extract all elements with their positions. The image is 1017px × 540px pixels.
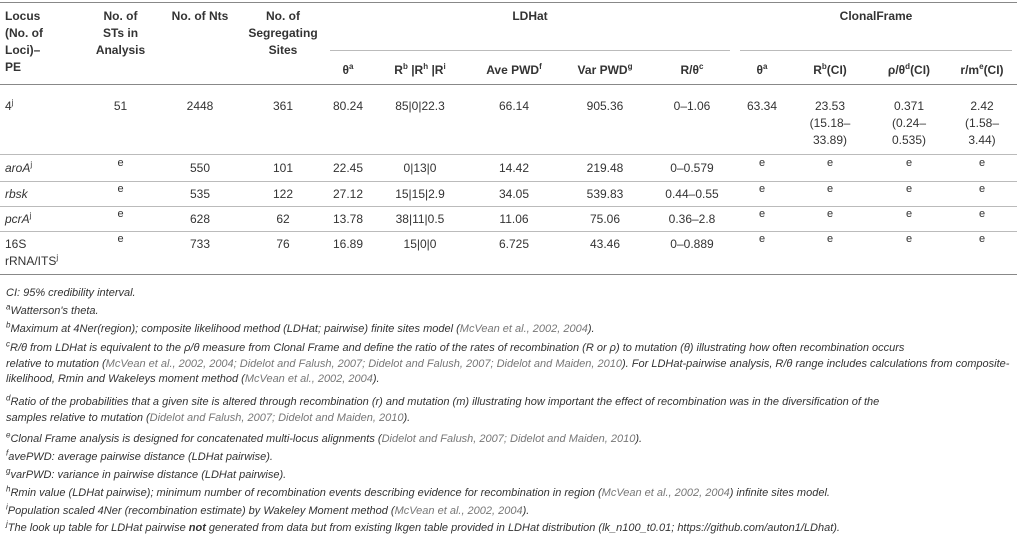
header-locus: Locus (No. of Loci)– PE bbox=[5, 9, 43, 74]
row3-ave: 34.05 bbox=[498, 187, 530, 201]
footnote-a: $^a$Watterson's theta. bbox=[6, 302, 99, 317]
row3-nts: 535 bbox=[189, 187, 211, 201]
footnote-h: $^h$Rmin value (LDHat pairwise); minimum number of recombination events describing evidence for recombination in region (McVean et al., 2002, 2004) infinite sites model. bbox=[6, 484, 830, 499]
header-r-theta: $R/\theta^c$ bbox=[680, 62, 704, 77]
table-bottom-rule bbox=[0, 274, 1017, 275]
header-ld-r: $R^b$ $|R^h$ $|R^i$ bbox=[394, 62, 446, 77]
footnote-c: $^c$R/θ from LDHat is equivalent to the ρ/θ measure from Clonal Frame and define the ratio of the rates of recombination (R or ρ) to mutation (θ) illustrating how often recombination occurs relative to mutation (McVean et al., 2002, 2004; Didelot and Falush, 2007; Didelot and Falush, 2007; Didelot and Maiden, 2010). For LDHat-pairwise analysis, R/θ range includes calculations from composite- likelihood, Rmin and Wakeleys moment method (McVean et al., 2002, 2004). bbox=[6, 339, 1010, 385]
row2-theta: 22.45 bbox=[332, 161, 364, 175]
row1-var: 905.36 bbox=[586, 99, 624, 113]
row2-var: 219.48 bbox=[586, 161, 624, 175]
footnote-b: $^b$Maximum at 4Ner(region); composite likelihood method (LDHat; pairwise) finite sites model (McVean et al., 2002, 2004). bbox=[6, 320, 595, 335]
row3-cf-rho: e bbox=[905, 183, 913, 195]
row3-locus: rbsk bbox=[5, 187, 28, 201]
row1-cf-r: 23.53 (15.18– 33.89) bbox=[809, 99, 851, 147]
clonalframe-underline bbox=[740, 50, 1012, 51]
row4-rt: 0.36–2.8 bbox=[668, 212, 716, 226]
header-clonalframe: ClonalFrame bbox=[839, 9, 913, 23]
row4-r: 38|11|0.5 bbox=[395, 212, 445, 226]
row3-rt: 0.44–0.55 bbox=[665, 187, 719, 201]
header-cf-r: $R^b(CI)$ bbox=[813, 62, 847, 77]
footnote-j: $^j$The look up table for LDHat pairwise not generated from data but from existing lkgen table provided in LDHat distribution (lk_n100_t0.01; https://github.com/auton1/LDhat). bbox=[6, 519, 840, 534]
row5-nts: 733 bbox=[189, 237, 211, 251]
row5-seg: 76 bbox=[276, 237, 290, 251]
footnote-e: $^e$Clonal Frame analysis is designed for concatenated multi-locus alignments (Didelot and Falush, 2007; Didelot and Maiden, 2010). bbox=[6, 430, 643, 445]
footnote-b-ref[interactable]: McVean et al., 2002, 2004 bbox=[459, 323, 588, 335]
ldhat-underline bbox=[330, 50, 730, 51]
row2-cf-r: e bbox=[826, 157, 834, 169]
footnote-i-ref[interactable]: McVean et al., 2002, 2004 bbox=[394, 505, 523, 517]
row3-cf-rm: e bbox=[978, 183, 986, 195]
row4-theta: 13.78 bbox=[332, 212, 364, 226]
row2-cf-rho: e bbox=[905, 157, 913, 169]
row4-var: 75.06 bbox=[589, 212, 621, 226]
footnote-c-ref[interactable]: McVean et al., 2002, 2004; Didelot and Falush, 2007; Didelot and Falush, 2007; Didelot and Maiden, 2010 bbox=[105, 357, 622, 370]
row5-cf-rho: e bbox=[905, 233, 913, 245]
row5-theta: 16.89 bbox=[332, 237, 364, 251]
header-cf-rm: $r/m^e(CI)$ bbox=[960, 62, 1004, 77]
row3-cf-theta: e bbox=[758, 183, 766, 195]
row1-nts: 2448 bbox=[186, 99, 214, 113]
row5-sts: e bbox=[117, 233, 124, 245]
header-seg: No. of Segregating Sites bbox=[248, 9, 318, 57]
row2-ave: 14.42 bbox=[498, 161, 530, 175]
row1-cf-rm: 2.42 (1.58– 3.44) bbox=[964, 99, 1000, 147]
row5-locus: 16S rRNA/ITS$^j$ bbox=[5, 237, 59, 268]
header-bottom-rule bbox=[0, 84, 1017, 85]
header-ld-theta: $\theta^a$ bbox=[342, 62, 354, 77]
top-rule bbox=[0, 2, 1017, 3]
row2-sts: e bbox=[117, 157, 124, 169]
row1-ave: 66.14 bbox=[498, 99, 530, 113]
row4-nts: 628 bbox=[189, 212, 211, 226]
footnote-g: $^g$varPWD: variance in pairwise distance (LDHat pairwise). bbox=[6, 466, 287, 481]
row4-cf-rho: e bbox=[905, 208, 913, 220]
row1-theta: 80.24 bbox=[332, 99, 364, 113]
row3-theta: 27.12 bbox=[332, 187, 364, 201]
row2-r: 0|13|0 bbox=[403, 161, 437, 175]
header-cf-theta: $\theta^a$ bbox=[756, 62, 768, 77]
row3-var: 539.83 bbox=[586, 187, 624, 201]
row2-cf-rm: e bbox=[978, 157, 986, 169]
header-sts: No. of STs in Analysis bbox=[95, 9, 146, 57]
row1-seg: 361 bbox=[272, 99, 294, 113]
footnote-d-ref[interactable]: Didelot and Falush, 2007; Didelot and Maiden, 2010 bbox=[149, 411, 404, 424]
row5-var: 43.46 bbox=[589, 237, 621, 251]
header-ave-pwd: Ave PWD$^f$ bbox=[486, 62, 542, 77]
row2-cf-theta: e bbox=[758, 157, 766, 169]
row5-cf-r: e bbox=[826, 233, 834, 245]
row4-seg: 62 bbox=[276, 212, 290, 226]
row1-rt: 0–1.06 bbox=[673, 99, 711, 113]
header-ldhat: LDHat bbox=[512, 9, 548, 23]
row1-cf-theta: 63.34 bbox=[746, 99, 778, 113]
row4-locus: pcrA$^j$ bbox=[5, 211, 32, 226]
row4-cf-rm: e bbox=[978, 208, 986, 220]
row4-ave: 11.06 bbox=[499, 212, 529, 226]
row5-r: 15|0|0 bbox=[403, 237, 437, 251]
row5-rt: 0–0.889 bbox=[670, 237, 714, 251]
row2-rt: 0–0.579 bbox=[670, 161, 714, 175]
row3-sts: e bbox=[117, 183, 124, 195]
row4-sts: e bbox=[117, 208, 124, 220]
header-var-pwd: Var PWD$^g$ bbox=[577, 62, 633, 77]
footnote-e-ref[interactable]: Didelot and Falush, 2007; Didelot and Maiden, 2010 bbox=[381, 433, 636, 445]
row5-ave: 6.725 bbox=[498, 237, 530, 251]
row3-r: 15|15|2.9 bbox=[395, 187, 445, 201]
row3-cf-r: e bbox=[826, 183, 834, 195]
row5-cf-rm: e bbox=[978, 233, 986, 245]
row5-cf-theta: e bbox=[758, 233, 766, 245]
row1-locus: 4$^j$ bbox=[5, 98, 14, 113]
row3-seg: 122 bbox=[272, 187, 294, 201]
footnote-h-ref[interactable]: McVean et al., 2002, 2004 bbox=[601, 487, 730, 499]
header-cf-rho: $\rho/\theta^d(CI)$ bbox=[887, 62, 931, 77]
row2-locus: aroA$^j$ bbox=[5, 160, 33, 175]
footnote-f: $^f$avePWD: average pairwise distance (LDHat pairwise). bbox=[6, 448, 273, 463]
row2-seg: 101 bbox=[272, 161, 294, 175]
row1-sts: 51 bbox=[113, 99, 128, 113]
footnote-c-ref2[interactable]: McVean et al., 2002, 2004 bbox=[244, 373, 373, 385]
header-nts: No. of Nts bbox=[171, 9, 229, 23]
row1-r: 85|0|22.3 bbox=[395, 99, 445, 113]
row4-cf-r: e bbox=[826, 208, 834, 220]
footnote-ci: CI: 95% credibility interval. bbox=[6, 287, 136, 299]
row2-nts: 550 bbox=[189, 161, 211, 175]
row1-cf-rho: 0.371 (0.24– 0.535) bbox=[891, 99, 927, 147]
footnote-i: $^i$Population scaled 4Ner (recombination estimate) by Wakeley Moment method (McVean et al., 2002, 2004). bbox=[6, 502, 530, 517]
footnote-d: $^d$Ratio of the probabilities that a given site is altered through recombination (r) and mutation (m) illustrating how important the effect of recombination was in the diversification of the samples relative to mutation (Didelot and Falush, 2007; Didelot and Maiden, 2010). bbox=[6, 393, 880, 424]
row4-cf-theta: e bbox=[758, 208, 766, 220]
